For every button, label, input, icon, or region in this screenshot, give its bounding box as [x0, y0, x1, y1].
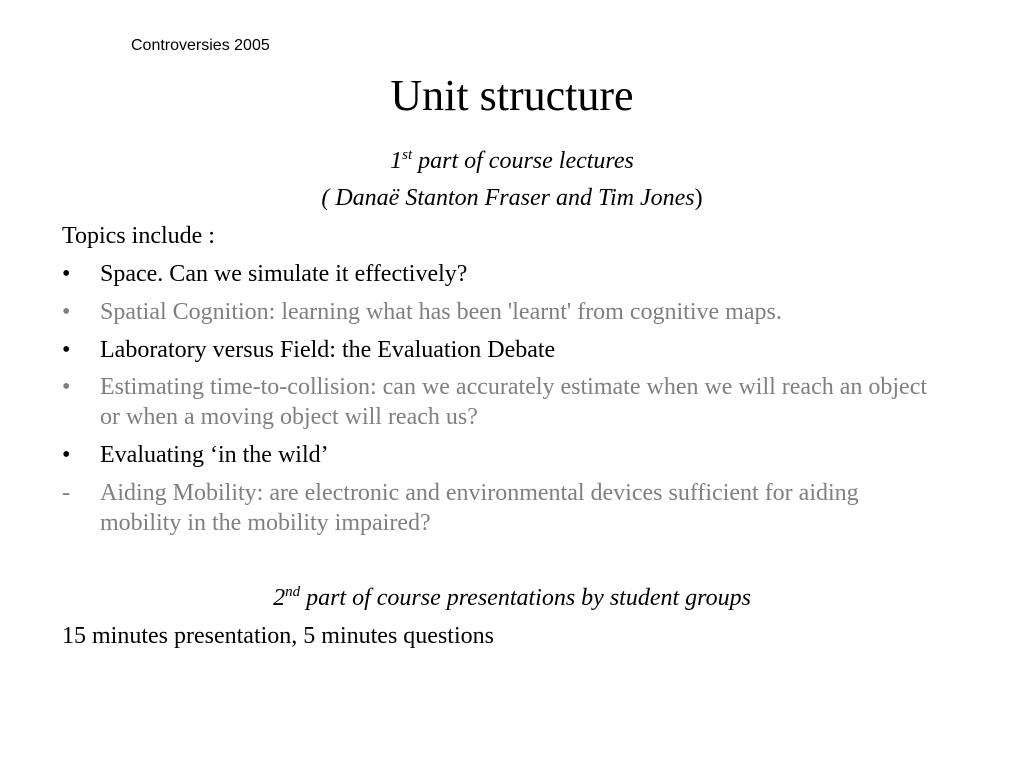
part1-heading-text: part of course lectures — [412, 148, 634, 174]
part1-ordinal-suffix: st — [402, 147, 413, 163]
slide-title: Unit structure — [390, 71, 634, 120]
topic-item — [62, 372, 942, 432]
topic-text: Space. Can we simulate it effectively? — [100, 261, 468, 287]
part1-heading — [0, 146, 1024, 176]
authors-names: Danaë Stanton Fraser and Tim Jones — [335, 185, 695, 211]
part2-heading-text: part of course presentations by student groups — [300, 585, 751, 611]
topics-intro: Topics include : — [62, 223, 215, 249]
part1-authors — [0, 183, 1024, 213]
part2-ordinal-suffix: nd — [285, 584, 301, 600]
topic-item — [62, 259, 942, 289]
topic-item — [62, 297, 942, 327]
bullet-marker: • — [62, 261, 71, 287]
authors-close-paren: ) — [694, 185, 703, 211]
topic-text: Estimating time-to-collision: can we accurately estimate when we will reach an object or when a moving object will reach us? — [100, 374, 928, 430]
topic-item — [62, 440, 942, 470]
topic-item — [62, 478, 942, 538]
presentation-timing: 15 minutes presentation, 5 minutes questions — [62, 623, 494, 649]
slide-header: Controversies 2005 — [131, 37, 270, 54]
authors-open-paren: ( — [321, 185, 336, 211]
bullet-marker: • — [62, 299, 71, 325]
bullet-marker: - — [62, 480, 70, 506]
part2-ordinal: 2 — [273, 585, 286, 611]
bullet-marker: • — [62, 442, 71, 468]
bullet-marker: • — [62, 337, 71, 363]
topic-text: Spatial Cognition: learning what has been 'learnt' from cognitive maps. — [100, 299, 782, 325]
bullet-marker: • — [62, 374, 71, 400]
topic-text: Aiding Mobility: are electronic and environmental devices sufficient for aiding mobility in the mobility impaired? — [100, 480, 859, 536]
part1-ordinal: 1 — [390, 148, 403, 174]
part2-heading — [0, 583, 1024, 613]
topic-text: Evaluating ‘in the wild’ — [100, 442, 329, 468]
topic-text: Laboratory versus Field: the Evaluation Debate — [100, 337, 556, 363]
topic-item — [62, 335, 942, 365]
